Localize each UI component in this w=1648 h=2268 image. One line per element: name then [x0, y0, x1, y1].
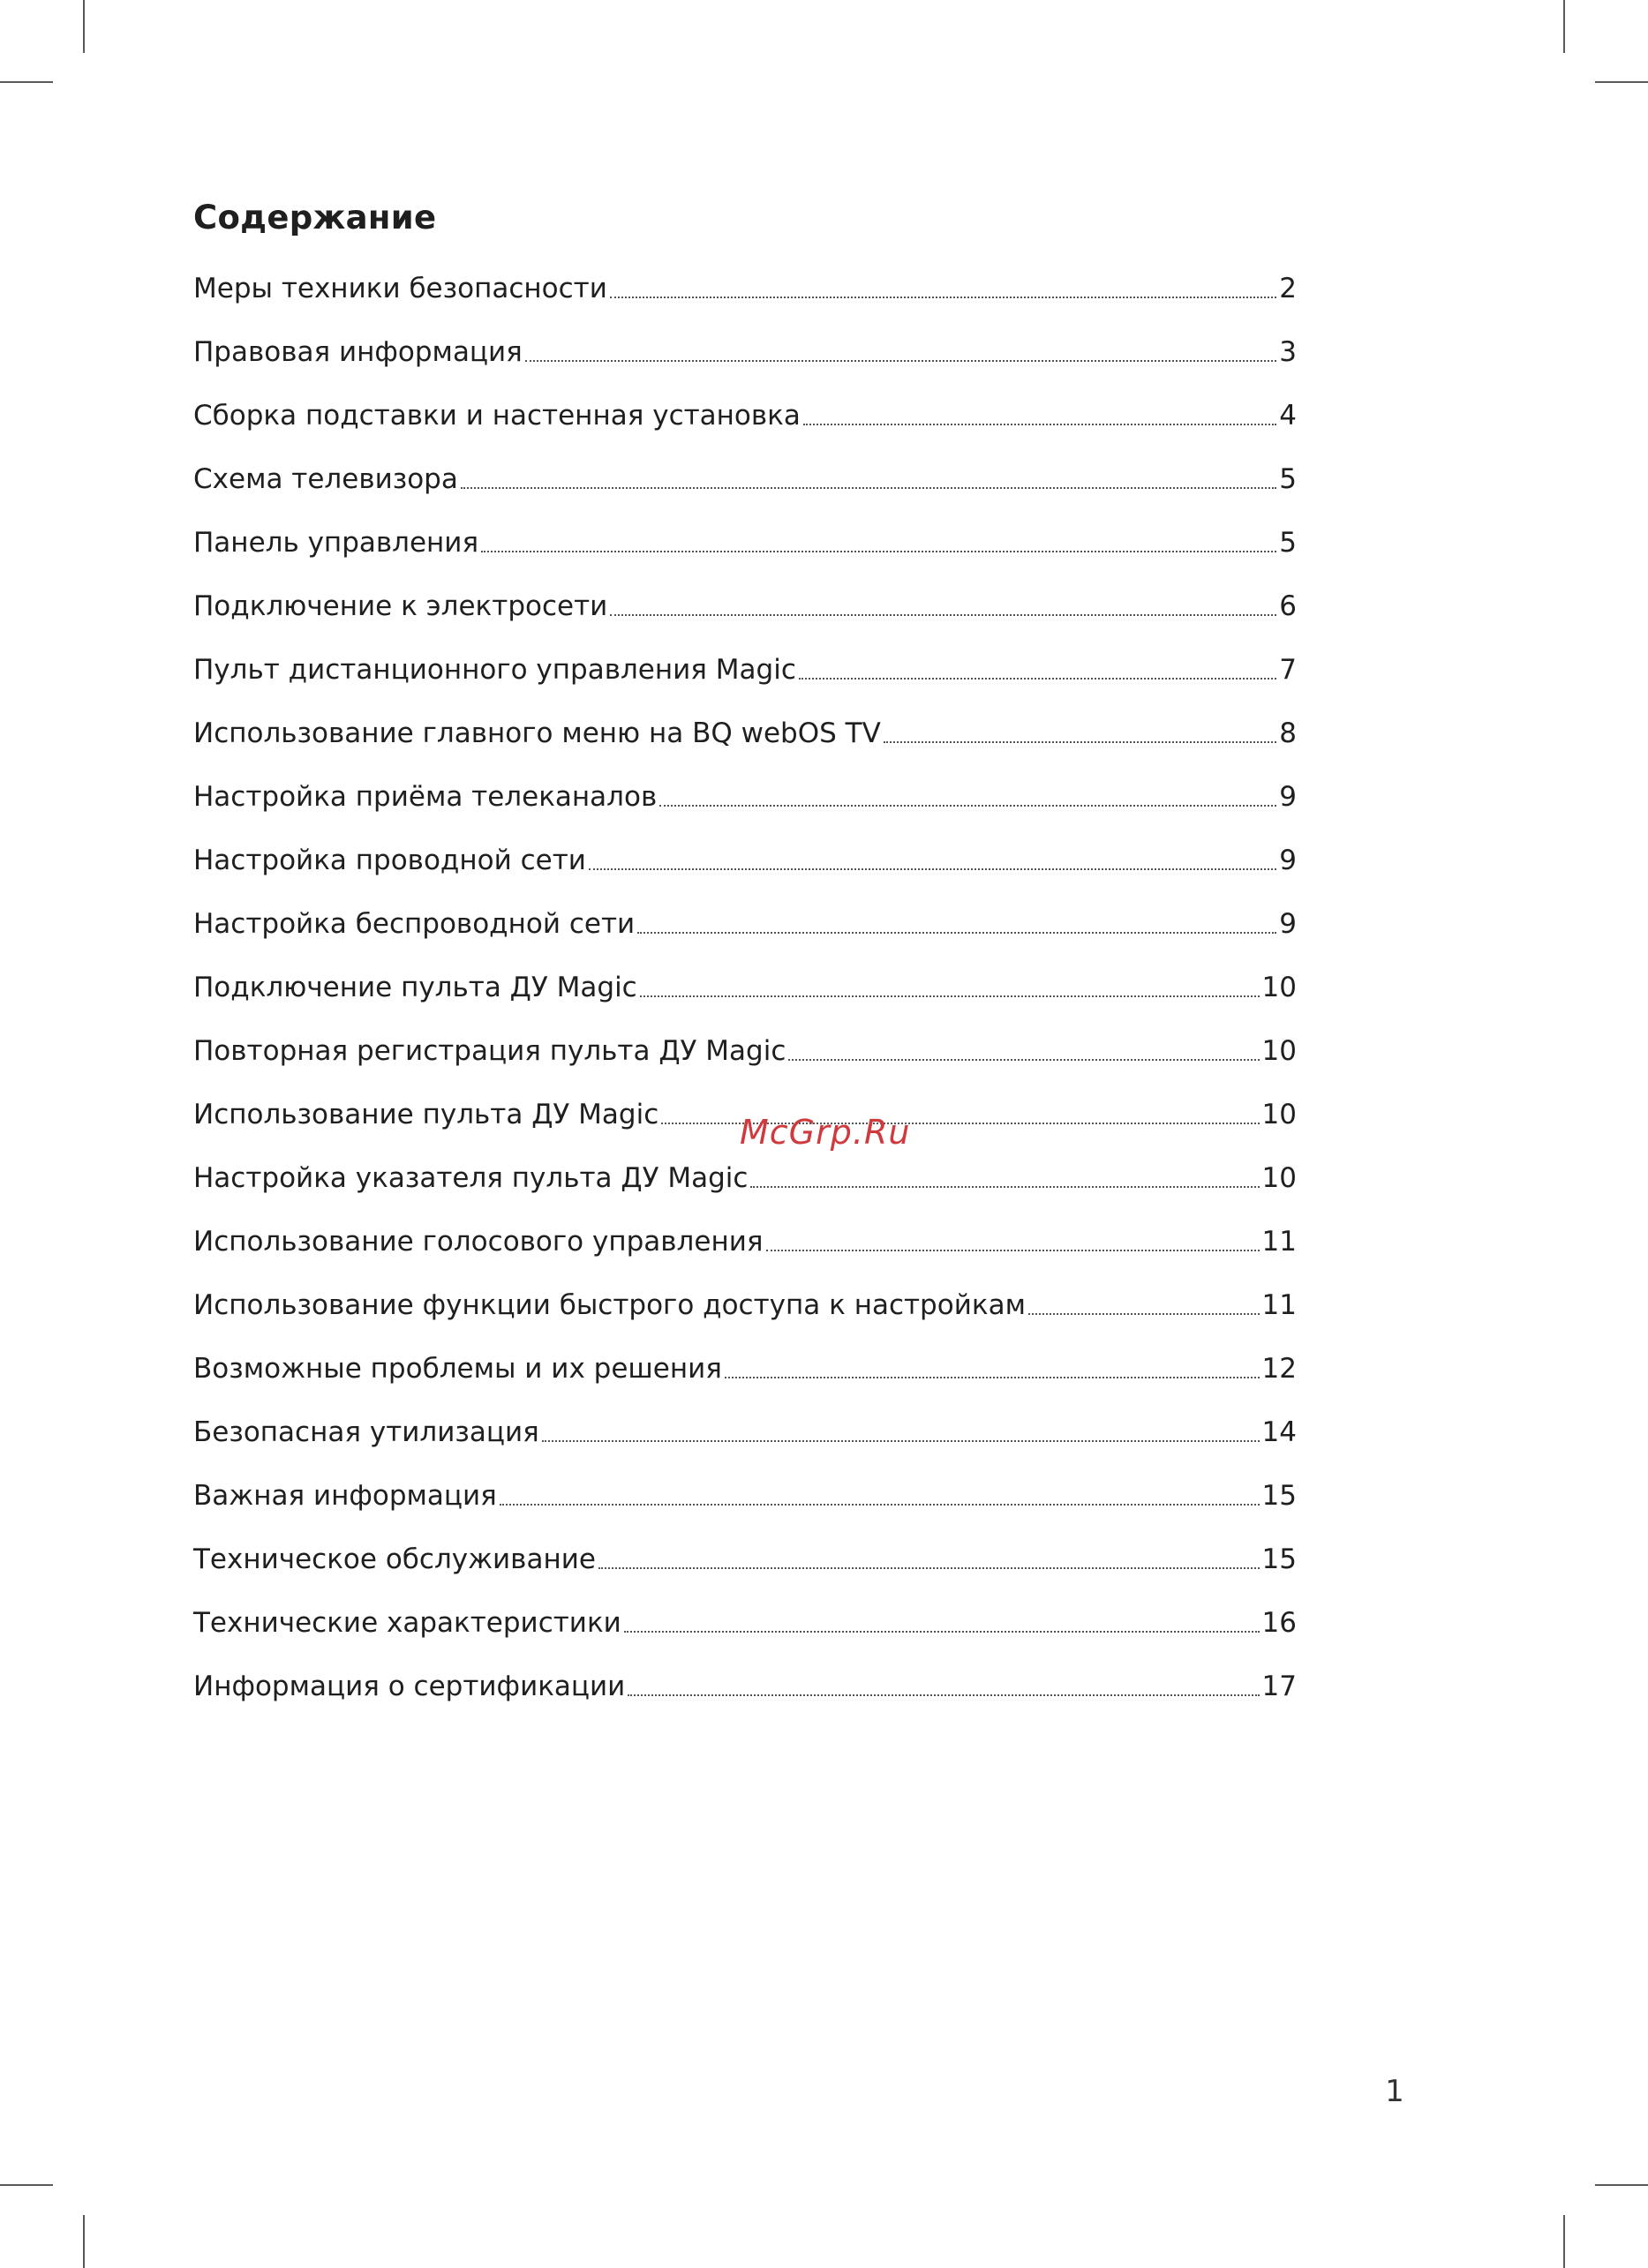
- crop-mark-top-right-vertical: [1563, 0, 1565, 53]
- toc-entry-page: 8: [1279, 717, 1297, 749]
- toc-entry-title: Настройка приёма телеканалов: [193, 781, 658, 813]
- toc-dot-leader: [1028, 1281, 1260, 1329]
- toc-entry-page: 11: [1261, 1289, 1297, 1321]
- toc-entry[interactable]: [193, 328, 1297, 392]
- toc-dot-leader: [659, 773, 1276, 821]
- toc-entry-page: 5: [1279, 527, 1297, 559]
- toc-dot-leader: [461, 455, 1276, 503]
- crop-mark-top-left-vertical: [83, 0, 85, 53]
- toc-dot-leader: [500, 1472, 1260, 1520]
- toc-entry-page: 4: [1279, 400, 1297, 432]
- toc-entry-title: Технические характеристики: [193, 1607, 621, 1639]
- toc-entry-title: Настройка беспроводной сети: [193, 908, 636, 940]
- toc-entry-page: 9: [1279, 845, 1297, 876]
- toc-entry-title: Техническое обслуживание: [193, 1543, 596, 1575]
- toc-entry-title: Использование голосового управления: [193, 1226, 764, 1258]
- toc-entry-page: 9: [1279, 908, 1297, 940]
- toc-entry-title: Схема телевизора: [193, 463, 458, 495]
- toc-entry-page: 10: [1261, 972, 1297, 1003]
- toc-entry[interactable]: [193, 1218, 1297, 1281]
- toc-dot-leader: [598, 1536, 1260, 1583]
- toc-entry[interactable]: [193, 582, 1297, 646]
- toc-dot-leader: [766, 1218, 1260, 1265]
- toc-entry-title: Подключение к электросети: [193, 590, 608, 622]
- toc-entry[interactable]: [193, 1345, 1297, 1408]
- toc-entry-title: Меры техники безопасности: [193, 273, 607, 304]
- toc-entry-title: Информация о сертификации: [193, 1671, 626, 1702]
- toc-dot-leader: [610, 582, 1276, 630]
- crop-mark-bottom-left-vertical: [83, 2215, 85, 2268]
- toc-entry-title: Настройка проводной сети: [193, 845, 586, 876]
- toc-dot-leader: [542, 1408, 1260, 1456]
- toc-dot-leader: [525, 328, 1276, 376]
- toc-entry-page: 11: [1261, 1226, 1297, 1258]
- toc-entry-page: 15: [1261, 1543, 1297, 1575]
- watermark: McGrp.Ru: [740, 1113, 911, 1152]
- toc-dot-leader: [628, 1663, 1259, 1710]
- toc-entry-title: Подключение пульта ДУ Magic: [193, 972, 637, 1003]
- toc-entry-title: Безопасная утилизация: [193, 1416, 539, 1448]
- toc-entry-title: Использование функции быстрого доступа к настройкам: [193, 1289, 1026, 1321]
- toc-dot-leader: [624, 1599, 1260, 1647]
- toc-entry-page: 17: [1261, 1671, 1297, 1702]
- toc-entry[interactable]: [193, 455, 1297, 519]
- toc-entry[interactable]: [193, 1408, 1297, 1472]
- toc-entry-title: Правовая информация: [193, 336, 523, 368]
- toc-dot-leader: [637, 900, 1276, 948]
- toc-entry-page: 6: [1279, 590, 1297, 622]
- crop-mark-top-left-horizontal: [0, 81, 53, 83]
- toc-entry[interactable]: [193, 1281, 1297, 1345]
- toc-dot-leader: [799, 646, 1276, 694]
- crop-mark-bottom-right-horizontal: [1595, 2184, 1648, 2186]
- toc-entry-page: 16: [1261, 1607, 1297, 1639]
- toc-entry[interactable]: [193, 837, 1297, 900]
- toc-dot-leader: [610, 265, 1276, 312]
- toc-entry-title: Панель управления: [193, 527, 479, 559]
- toc-entry-title: Важная информация: [193, 1480, 497, 1512]
- toc-entry-page: 7: [1279, 654, 1297, 686]
- toc-dot-leader: [788, 1027, 1259, 1075]
- toc-entry-title: Использование пульта ДУ Magic: [193, 1099, 659, 1130]
- toc-entry-title: Использование главного меню на BQ webOS TV: [193, 717, 881, 749]
- toc-entry[interactable]: [193, 1472, 1297, 1536]
- toc-entry[interactable]: [193, 519, 1297, 582]
- toc-entry-page: 10: [1261, 1035, 1297, 1067]
- toc-entry[interactable]: [193, 964, 1297, 1027]
- toc-entry-title: Возможные проблемы и их решения: [193, 1353, 722, 1385]
- table-of-contents: [193, 265, 1297, 1726]
- toc-entry-title: Пульт дистанционного управления Magic: [193, 654, 796, 686]
- crop-mark-top-right-horizontal: [1595, 81, 1648, 83]
- toc-dot-leader: [884, 710, 1276, 757]
- toc-entry-title: Повторная регистрация пульта ДУ Magic: [193, 1035, 786, 1067]
- toc-dot-leader: [725, 1345, 1260, 1393]
- toc-entry-title: Сборка подставки и настенная установка: [193, 400, 801, 432]
- toc-entry[interactable]: [193, 900, 1297, 964]
- toc-entry-page: 10: [1261, 1099, 1297, 1130]
- toc-entry-page: 9: [1279, 781, 1297, 813]
- toc-entry[interactable]: [193, 392, 1297, 455]
- toc-dot-leader: [589, 837, 1276, 884]
- toc-entry-page: 2: [1279, 273, 1297, 304]
- toc-entry-page: 5: [1279, 463, 1297, 495]
- toc-entry-page: 3: [1279, 336, 1297, 368]
- toc-entry-page: 15: [1261, 1480, 1297, 1512]
- toc-entry-title: Настройка указателя пульта ДУ Magic: [193, 1162, 749, 1194]
- toc-entry-page: 10: [1261, 1162, 1297, 1194]
- toc-entry[interactable]: [193, 1663, 1297, 1726]
- toc-entry[interactable]: [193, 1536, 1297, 1599]
- toc-entry[interactable]: [193, 646, 1297, 710]
- toc-entry[interactable]: [193, 1154, 1297, 1218]
- toc-entry[interactable]: [193, 1599, 1297, 1663]
- toc-entry[interactable]: [193, 1027, 1297, 1091]
- toc-entry[interactable]: [193, 710, 1297, 773]
- toc-entry-page: 14: [1261, 1416, 1297, 1448]
- page-number: 1: [1385, 2074, 1404, 2109]
- toc-dot-leader: [640, 964, 1260, 1011]
- crop-mark-bottom-right-vertical: [1563, 2215, 1565, 2268]
- toc-dot-leader: [803, 392, 1276, 439]
- toc-entry-page: 12: [1261, 1353, 1297, 1385]
- crop-mark-bottom-left-horizontal: [0, 2184, 53, 2186]
- toc-dot-leader: [750, 1154, 1259, 1202]
- toc-entry[interactable]: [193, 265, 1297, 328]
- toc-dot-leader: [481, 519, 1276, 567]
- page-title: Содержание: [193, 199, 437, 237]
- toc-entry[interactable]: [193, 773, 1297, 837]
